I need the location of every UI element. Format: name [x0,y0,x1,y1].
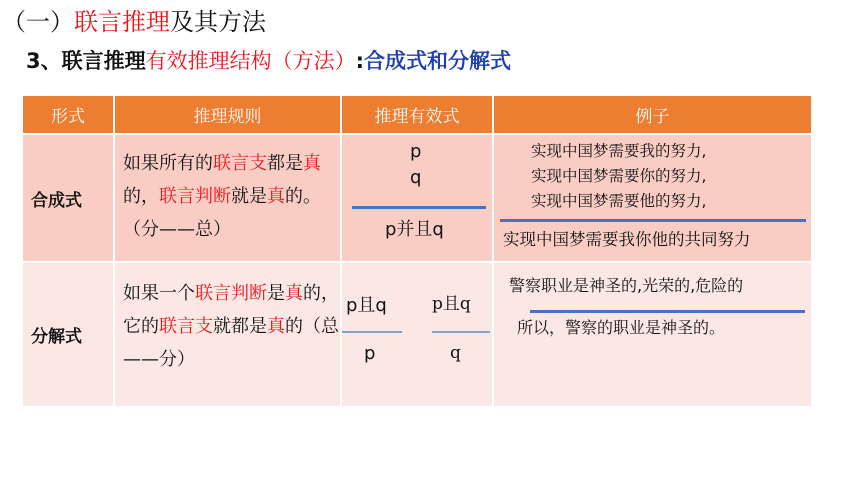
example-conclusion: 实现中国梦需要我你他的共同努力 [503,230,751,249]
inference-line [500,219,806,222]
title-suffix: 及其方法 [170,8,266,36]
formula-right-premise: p且q [432,294,471,314]
rule-seg-red: 联言判断 [159,186,231,207]
formula-left-premise: p且q [346,295,387,316]
example-premise: 实现中国梦需要你的努力, [531,167,707,185]
rule-seg-red: 真 [303,153,321,174]
formula-conclusion: p并且q [385,219,444,240]
example-synthesis [494,135,811,261]
inference-line-right [432,331,490,333]
subtitle [26,44,511,78]
header-form: 形式 [23,96,113,133]
subtitle-prefix: 3、联言推理 [26,49,146,73]
rule-seg-red: 真 [267,186,285,207]
rule-seg: 的，它的 [123,283,339,337]
rule-seg: 就都是 [213,316,267,337]
rule-synthesis [115,135,340,261]
rule-seg-red: 联言支 [159,316,213,337]
formula-synthesis [342,135,492,261]
section-title [2,4,266,40]
rule-seg: 都是 [267,153,303,174]
inference-table [23,96,811,406]
example-premise: 实现中国梦需要他的努力, [531,192,707,210]
rule-seg-red: 真 [267,316,285,337]
rule-seg-red: 联言支 [213,153,267,174]
header-example: 例子 [494,96,811,133]
row-label-decomposition: 分解式 [23,263,113,406]
formula-left-conclusion: p [364,343,376,364]
rule-seg-red: 真 [285,283,303,304]
row-label-synthesis: 合成式 [23,135,113,261]
title-prefix: （一） [2,8,74,36]
formula-decomposition [342,263,492,406]
inference-line-left [342,331,402,333]
rule-decomposition [115,263,340,406]
formula-premise-p: p [410,141,422,162]
header-rule: 推理规则 [115,96,340,133]
rule-seg: 如果所有的 [123,153,213,174]
inference-line [352,206,486,209]
rule-seg-red: 联言判断 [195,283,267,304]
inference-line [530,310,805,313]
rule-seg: 就是 [231,186,267,207]
subtitle-middle: 有效推理结构（方法） [145,49,356,73]
rule-seg: 的（总——分） [123,316,339,370]
formula-right-conclusion: q [450,343,461,363]
example-premise: 实现中国梦需要我的努力, [531,142,707,160]
rule-seg: 如果一个 [123,283,195,304]
rule-seg: 的， [123,186,159,207]
example-conclusion: 所以，警察的职业是神圣的。 [517,318,726,337]
title-highlight: 联言推理 [74,8,170,36]
formula-premise-q: q [410,167,422,188]
rule-seg: 是 [267,283,285,304]
header-formula: 推理有效式 [342,96,492,133]
subtitle-blue: 合成式和分解式 [364,49,512,73]
subtitle-colon: : [355,49,365,73]
rule-seg: 的。（分——总） [123,186,321,240]
example-decomposition [494,263,811,406]
example-premise: 警察职业是神圣的,光荣的,危险的 [509,276,744,295]
